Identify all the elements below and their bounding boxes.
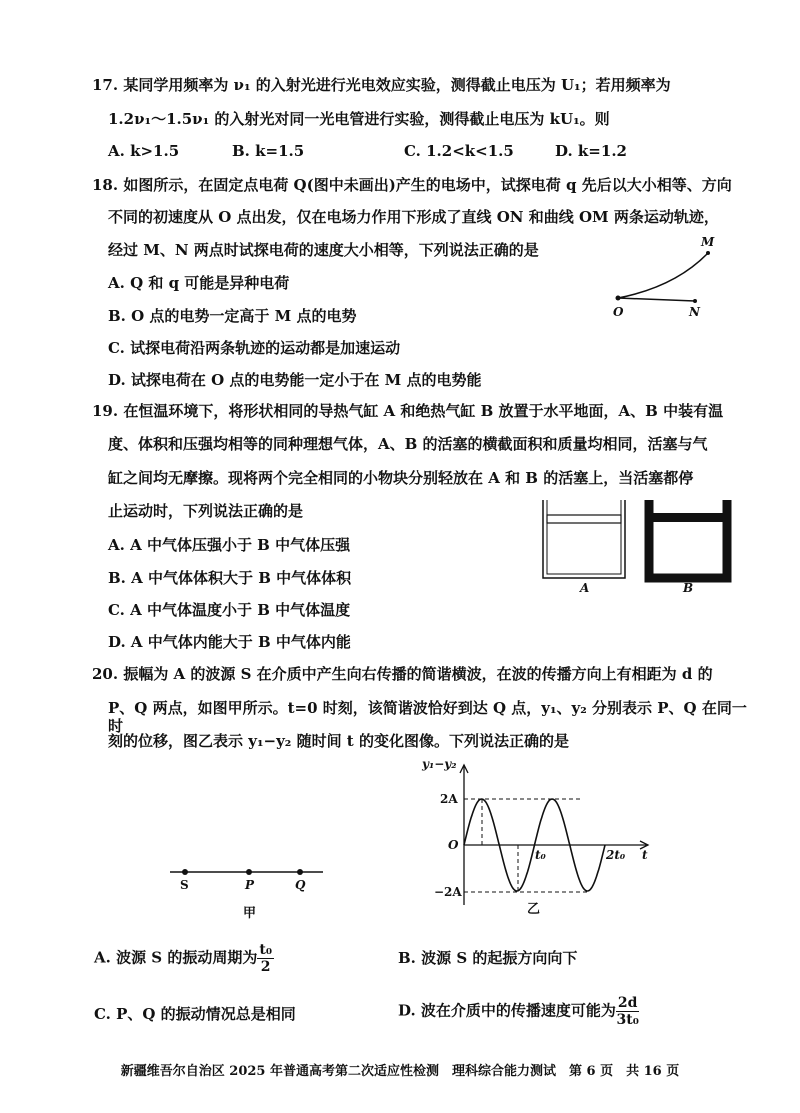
xtick-2t0: 2t₀ — [606, 848, 626, 862]
q17-option-b: B. k=1.5 — [232, 142, 305, 160]
label-q: Q — [295, 878, 306, 892]
q18-stem-line3: 经过 M、N 两点时试探电荷的速度大小相等，下列说法正确的是 — [108, 241, 539, 259]
y-axis-label: y₁−y₂ — [422, 757, 457, 771]
q19-stem-line4: 止运动时，下列说法正确的是 — [108, 502, 304, 520]
label-s: S — [180, 878, 189, 892]
q17-stem-line1: 17. 某同学用频率为 ν₁ 的入射光进行光电效应实验，测得截止电压为 U₁；若用频率为 — [92, 76, 671, 94]
numerator: 2d — [617, 995, 638, 1011]
denominator: 3t₀ — [616, 1012, 639, 1028]
q20-stem-line3: 刻的位移，图乙表示 y₁−y₂ 随时间 t 的变化图像。下列说法正确的是 — [108, 732, 569, 750]
q19-option-a: A. A 中气体压强小于 B 中气体压强 — [108, 536, 351, 554]
piston-a — [547, 515, 621, 523]
fraction — [616, 995, 640, 1028]
point-p — [246, 869, 252, 875]
q17-stem-line2: 1.2ν₁～1.5ν₁ 的入射光对同一光电管进行实验，测得截止电压为 kU₁。则 — [108, 110, 610, 128]
x-axis-label: t — [642, 848, 648, 862]
figure-yi — [400, 755, 660, 930]
q20-option-b: B. 波源 S 的起振方向向下 — [398, 949, 578, 967]
page-footer: 新疆维吾尔自治区 2025 年普通高考第二次适应性检测 理科综合能力测试 第 6 页 共 16 页 — [120, 1064, 680, 1079]
option-d-text: D. 波在介质中的传播速度可能为 — [398, 1001, 616, 1020]
piston-b — [653, 513, 723, 522]
caption-jia: 甲 — [243, 906, 257, 921]
point-n — [693, 299, 697, 303]
q17-option-d: D. k=1.2 — [555, 142, 627, 160]
point-q — [297, 869, 303, 875]
cylinder-b — [649, 500, 727, 578]
q18-stem-line2: 不同的初速度从 O 点出发，仅在电场力作用下形成了直线 ON 和曲线 OM 两条运动轨迹， — [108, 208, 719, 226]
q18-stem-line1: 18. 如图所示，在固定点电荷 Q(图中未画出)产生的电场中，试探电荷 q 先后以大小相等、方向 — [92, 176, 732, 194]
q20-option-a — [94, 942, 274, 975]
q18-trajectory-figure — [605, 235, 725, 325]
curve-om — [618, 253, 708, 298]
numerator: t₀ — [259, 942, 272, 958]
q18-option-a: A. Q 和 q 可能是异种电荷 — [108, 274, 290, 292]
q19-option-c: C. A 中气体温度小于 B 中气体温度 — [108, 601, 351, 619]
ytick-neg-2a: −2A — [434, 885, 462, 899]
label-b: B — [683, 581, 694, 595]
q19-stem-line2: 度、体积和压强均相等的同种理想气体，A、B 的活塞的横截面积和质量均相同，活塞与气 — [108, 435, 708, 453]
denominator: 2 — [260, 959, 271, 975]
cylinder-a — [543, 500, 625, 578]
q19-option-b: B. A 中气体体积大于 B 中气体体积 — [108, 569, 352, 587]
origin-label: O — [448, 838, 459, 852]
label-n: N — [689, 305, 700, 319]
q18-option-b: B. O 点的电势一定高于 M 点的电势 — [108, 307, 357, 325]
q17-option-a: A. k>1.5 — [108, 142, 180, 160]
xtick-t0: t₀ — [535, 848, 546, 862]
q20-option-d — [398, 995, 639, 1028]
q18-option-d: D. 试探电荷在 O 点的电势能一定小于在 M 点的电势能 — [108, 371, 482, 389]
q20-stem-line1: 20. 振幅为 A 的波源 S 在介质中产生向右传播的简谐横波，在波的传播方向上有相距为 d 的 — [92, 665, 713, 683]
figure-jia — [165, 860, 330, 920]
label-m: M — [701, 235, 715, 249]
caption-yi: 乙 — [527, 902, 541, 917]
label-p: P — [245, 878, 255, 892]
point-m — [706, 251, 710, 255]
q18-option-c: C. 试探电荷沿两条轨迹的运动都是加速运动 — [108, 339, 401, 357]
q19-stem-line1: 19. 在恒温环境下，将形状相同的导热气缸 A 和绝热气缸 B 放置于水平地面，A、B 中装有温 — [92, 402, 724, 420]
q20-stem-line2: P、Q 两点，如图甲所示。t=0 时刻，该简谐波恰好到达 Q 点，y₁、y₂ 分别表示 P、Q 在同一时 — [108, 699, 747, 735]
point-s — [182, 869, 188, 875]
q20-option-c: C. P、Q 的振动情况总是相同 — [94, 1005, 296, 1023]
label-o: O — [613, 305, 624, 319]
cylinders-diagram — [535, 495, 735, 595]
q17-option-c: C. 1.2<k<1.5 — [404, 142, 514, 160]
q19-option-d: D. A 中气体内能大于 B 中气体内能 — [108, 633, 351, 651]
point-o — [616, 296, 621, 301]
line-on — [618, 298, 695, 301]
q19-stem-line3: 缸之间均无摩擦。现将两个完全相同的小物块分别轻放在 A 和 B 的活塞上，当活塞都停 — [108, 469, 694, 487]
ytick-2a: 2A — [440, 792, 458, 806]
label-a: A — [580, 581, 590, 595]
q19-cylinders-figure — [535, 495, 735, 595]
fraction — [257, 942, 274, 975]
option-a-text: A. 波源 S 的振动周期为 — [94, 948, 258, 967]
